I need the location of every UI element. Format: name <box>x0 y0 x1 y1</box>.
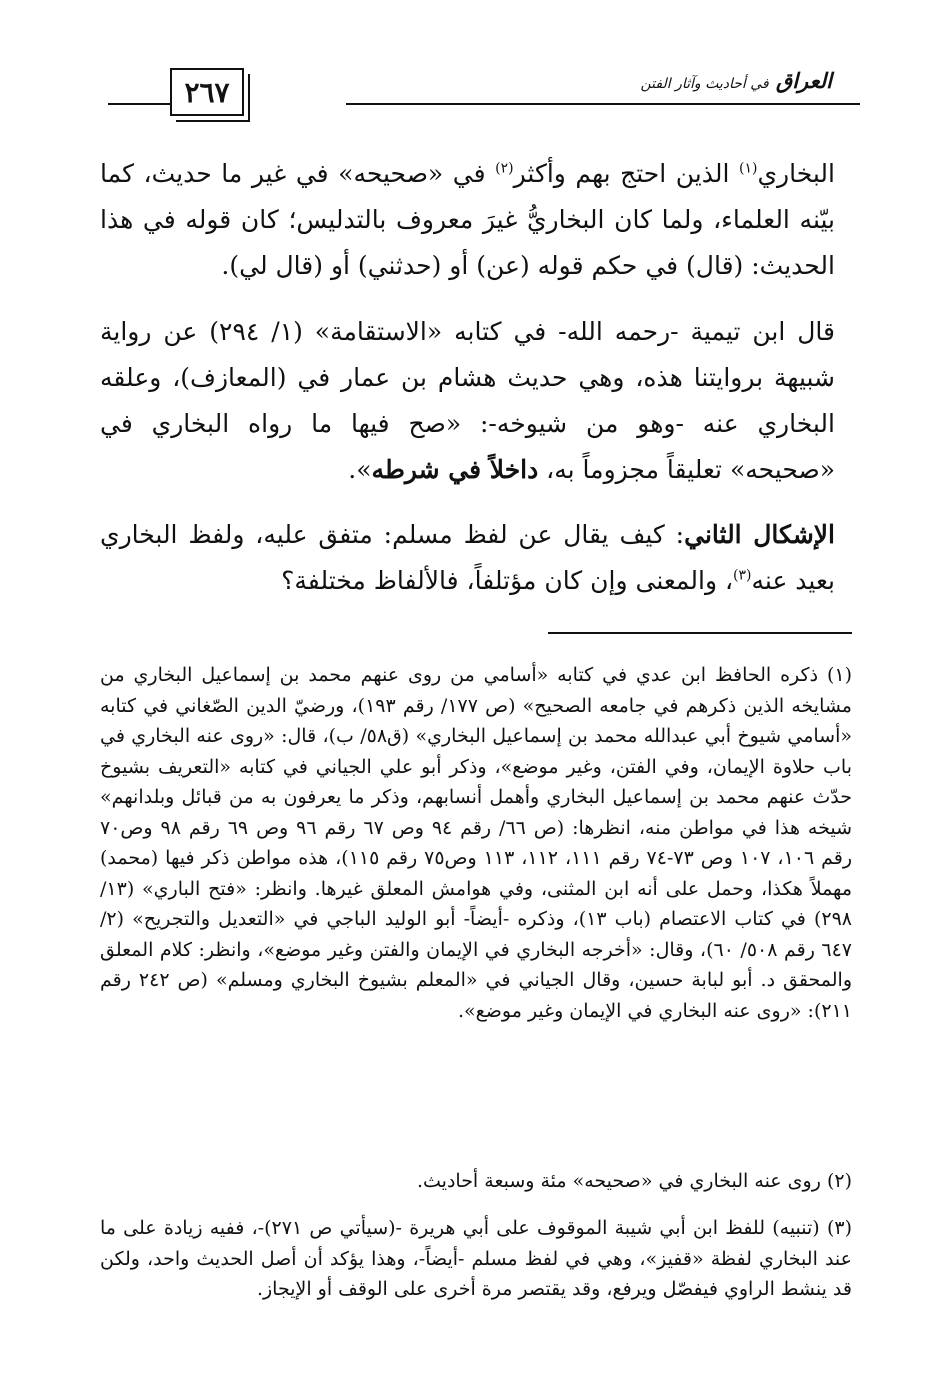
p1-text-1: البخاري <box>757 159 835 188</box>
footnote-3-text: (٣) (تنبيه) للفظ ابن أبي شيبة الموقوف على أبي هريرة -(سيأتي ص ٢٧١)-، ففيه زيادة على ما عند البخاري لفظة «قفيز»، وهي في لفظ مسلم -أيضاً-، وهذا يؤكد أن أصل الحديث واحد، ولكن قد ينشط الراوي فيفصّل ويرفع، وقد يقتصر مرة أخرى على الوقف أو الإيجاز. <box>100 1217 852 1300</box>
p2-text-1: قال ابن تيمية -رحمه الله- في كتابه «الاستقامة» (١/ ٢٩٤) عن رواية شبيهة بروايتنا هذه، وهي حديث هشام بن عمار في (المعازف)، وعلقه البخاري عنه -وهو من شيوخه-: «صح فيها ما رواه البخاري في «صحيحه» تعليقاً مجزوماً به، <box>100 317 835 484</box>
footnote-3 <box>100 1213 852 1305</box>
p1-text-3: في «صحيحه» في غير ما حديث، كما بيّنه العلماء، ولما كان البخاريُّ غيرَ معروف بالتدليس؛ كان قوله في هذا الحديث: (قال) في حكم قوله (عن) أو (حدثني) أو (قال لي). <box>100 159 835 280</box>
book-title <box>637 68 837 100</box>
footnote-1-text: (١) ذكره الحافظ ابن عدي في كتابه «أسامي من روى عنهم محمد بن إسماعيل البخاري من مشايخه الذين ذكرهم في جامعه الصحيح» (ص ١٧٧/ رقم ١٩٣)، ورضيّ الدين الصّغاني في كتابه «أسامي شيوخ أبي عبدالله محمد بن إسماعيل البخاري» (ق٥٨/ ب)، قال: «روى عنه البخاري في باب حلاوة الإيمان، وفي الفتن، وغير موضع»، وذكر أبو علي الجياني في كتابه «التعريف بشيوخ حدّث عنهم محمد بن إسماعيل البخاري وأهمل أنسابهم، وذكر ما يعرفون به من قبائل وبلدانهم» شيخه هذا في مواطن منه، انظرها: (ص ٦٦/ رقم ٩٤ وص ٦٧ رقم ٩٦ وص ٦٩ رقم ٩٨ وص٧٠ رقم ١٠٦، ١٠٧ وص ٧٣-٧٤ رقم ١١١، ١١٢، ١١٣ وص٧٥ رقم ١١٥)، هذه مواطن ذكر فيها (محمد) مهملاً هكذا، وحمل على أنه ابن المثنى، وفي هوامش المعلق غيرها. وانظر: «فتح الباري» (١٣/ ٢٩٨) في كتاب الاعتصام (باب ١٣)، وذكره -أيضاً- أبو الوليد الباجي في «التعديل والتجريح» (٢/ ٦٤٧ رقم ٥٠٨/ ٦٠)، وقال: «أخرجه البخاري في الإيمان والفتن وغير موضع»، وانظر: كلام المعلق والمحقق د. أبو لبابة حسين، وقال الجياني في «المعلم بشيوخ البخاري ومسلم» (ص ٢٤٢ رقم ٢١١): «روى عنه البخاري في الإيمان وغير موضع». <box>100 664 853 1022</box>
header-rule-left <box>108 103 170 105</box>
footnote-ref-2: (٢) <box>495 160 514 177</box>
footnote-ref-3: (٣) <box>733 567 752 584</box>
page-number: ٢٦٧ <box>170 68 244 116</box>
p1-text-2: الذين احتج بهم وأكثر <box>513 159 740 188</box>
p2-bold-text: داخلاً في شرطه <box>371 455 539 484</box>
p3-text-2: : كيف يقال عن لفظ مسلم: متفق عليه، ولفظ البخاري بعيد عنه <box>100 520 835 595</box>
p3-text-3: ، والمعنى وإن كان مؤتلفاً، فالألفاظ مختلفة؟ <box>281 566 734 595</box>
footnote-separator <box>548 632 852 634</box>
page-header <box>108 62 860 124</box>
book-title-sub: في أحاديث وآثار الفتن <box>640 76 769 92</box>
paragraph-1 <box>100 151 835 289</box>
header-rule-right <box>346 103 860 105</box>
footnote-2-text: (٢) روى عنه البخاري في «صحيحه» مئة وسبعة أحاديث. <box>416 1170 852 1192</box>
paragraph-3 <box>100 512 835 604</box>
p2-text-3: ». <box>348 455 372 484</box>
paragraph-2 <box>100 309 835 493</box>
book-title-main: العراق <box>775 68 832 93</box>
p3-heading: الإشكال الثاني <box>684 520 835 549</box>
footnote-1 <box>100 660 852 1026</box>
footnote-ref-1: (١) <box>739 160 758 177</box>
footnote-2 <box>100 1166 852 1197</box>
